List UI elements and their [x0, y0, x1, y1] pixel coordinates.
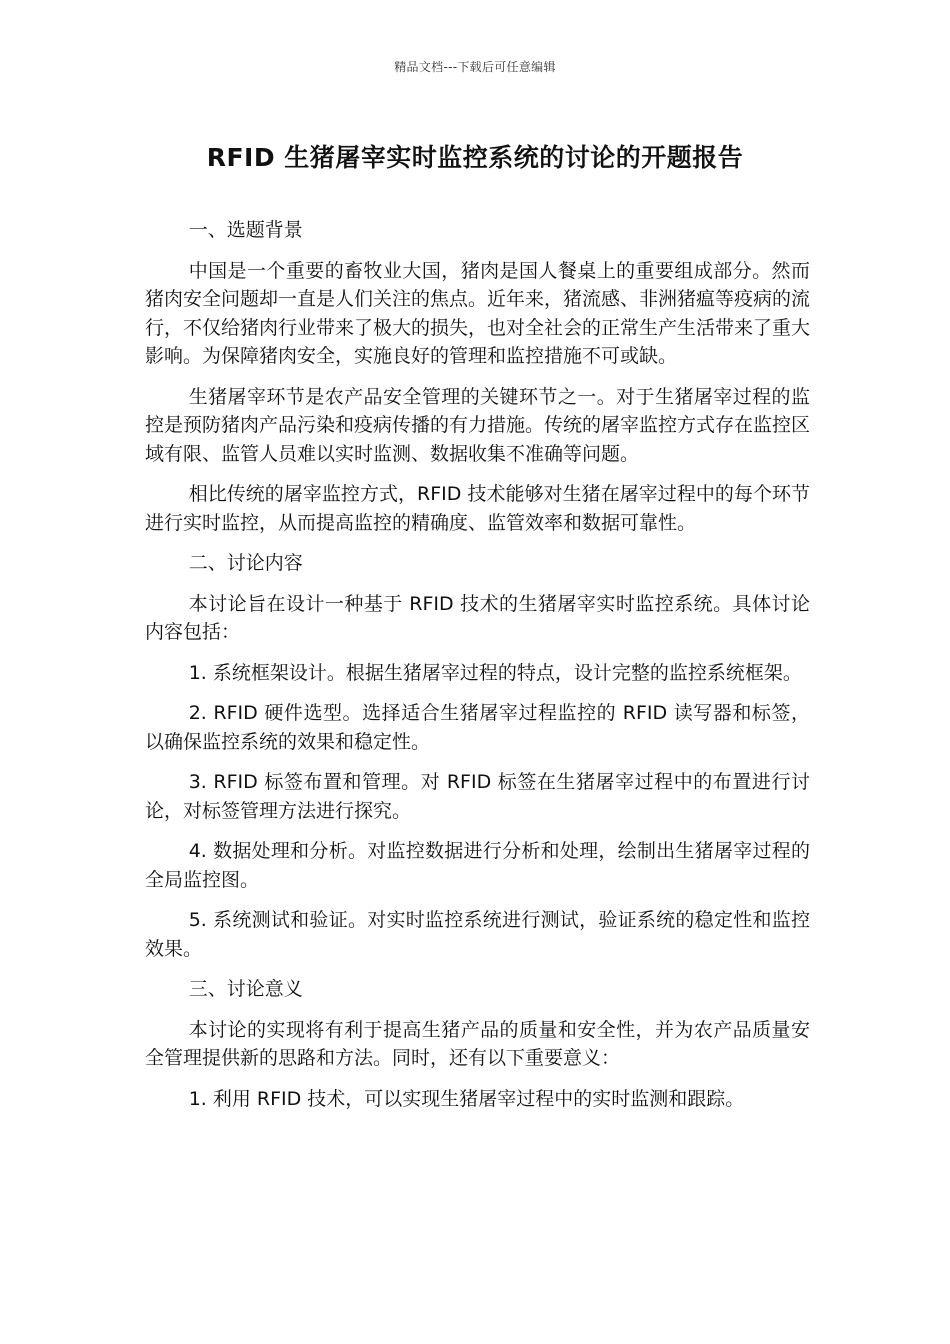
paragraph-content-intro: 本讨论旨在设计一种基于 RFID 技术的生猪屠宰实时监控系统。具体讨论内容包括：	[145, 592, 810, 643]
list-item-content-1: 1. 系统框架设计。根据生猪屠宰过程的特点，设计完整的监控系统框架。	[188, 661, 802, 684]
list-item-content-2: 2. RFID 硬件选型。选择适合生猪屠宰过程监控的 RFID 读写器和标签，以确保监控系统的效果和稳定性。	[145, 702, 810, 753]
paragraph-background-1: 中国是一个重要的畜牧业大国，猪肉是国人餐桌上的重要组成部分。然而猪肉安全问题却一直是人们关注的焦点。近年来，猪流感、非洲猪瘟等疫病的流行，不仅给猪肉行业带来了极大的损失，也对全社会的正常生产生活带来了重大影响。为保障猪肉安全，实施良好的管理和监控措施不可或缺。	[145, 259, 811, 367]
paragraph-background-2: 生猪屠宰环节是农产品安全管理的关键环节之一。对于生猪屠宰过程的监控是预防猪肉产品污染和疫病传播的有力措施。传统的屠宰监控方式存在监控区域有限、监管人员难以实时监测、数据收集不准确等问题。	[145, 385, 811, 465]
list-item-significance-1: 1. 利用 RFID 技术，可以实现生猪屠宰过程中的实时监测和跟踪。	[188, 1087, 745, 1110]
paragraph-background-3: 相比传统的屠宰监控方式，RFID 技术能够对生猪在屠宰过程中的每个环节进行实时监控，从而提高监控的精确度、监管效率和数据可靠性。	[145, 483, 810, 534]
document-title: RFID 生猪屠宰实时监控系统的讨论的开题报告	[206, 143, 744, 172]
section-heading-significance: 三、讨论意义	[188, 978, 303, 1000]
list-item-content-4: 4. 数据处理和分析。对监控数据进行分析和处理，绘制出生猪屠宰过程的全局监控图。	[145, 840, 810, 891]
section-heading-content: 二、讨论内容	[188, 552, 303, 574]
section-heading-background: 一、选题背景	[188, 219, 303, 241]
paragraph-significance-intro: 本讨论的实现将有利于提高生猪产品的质量和安全性，并为农产品质量安全管理提供新的思路和方法。同时，还有以下重要意义：	[145, 1018, 810, 1069]
document-body	[145, 216, 810, 1125]
list-item-content-5: 5. 系统测试和验证。对实时监控系统进行测试，验证系统的稳定性和监控效果。	[145, 909, 810, 960]
header-note: 精品文档---下载后可任意编辑	[394, 60, 556, 74]
list-item-content-3: 3. RFID 标签布置和管理。对 RFID 标签在生猪屠宰过程中的布置进行讨论，对标签管理方法进行探究。	[145, 771, 810, 822]
